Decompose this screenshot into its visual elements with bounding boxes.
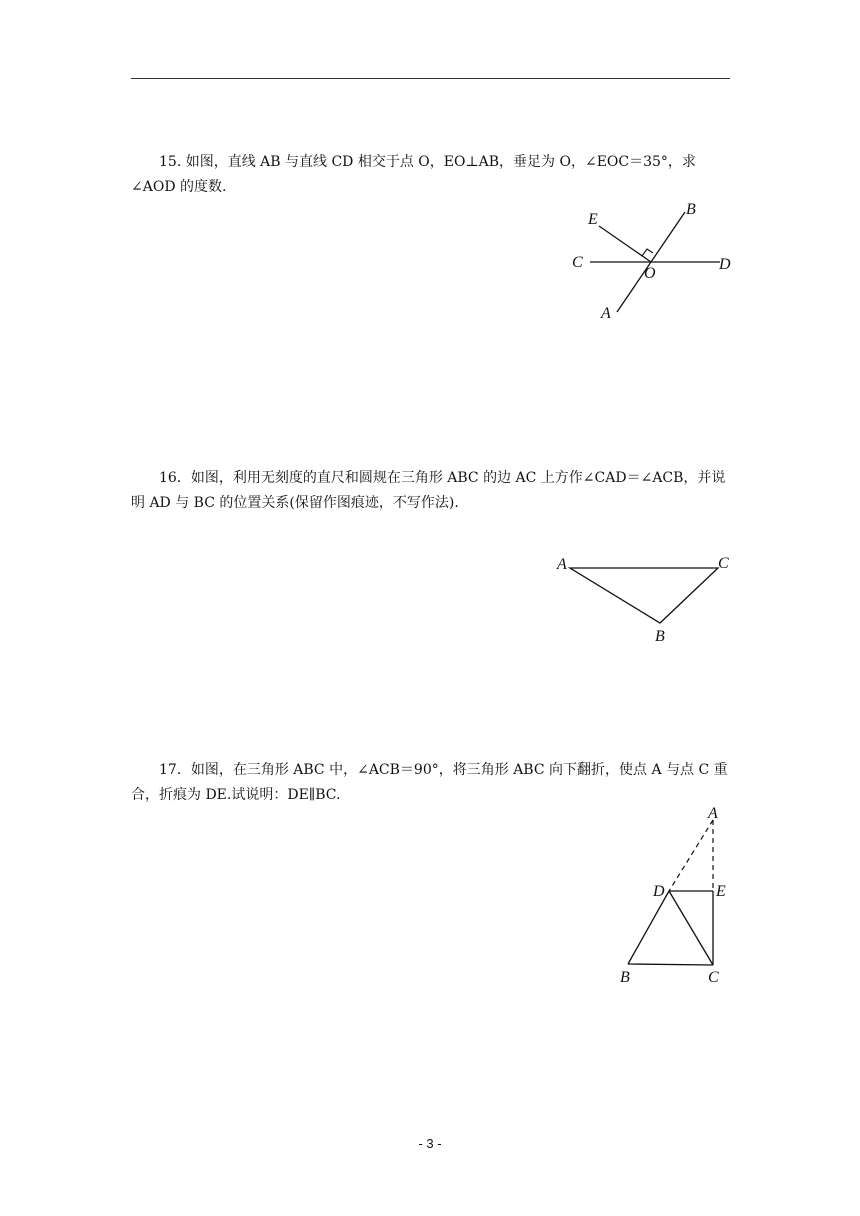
problem-17-statement: 17．如图，在三角形 ABC 中，∠ACB＝90°，将三角形 ABC 向下翻折，使点 A 与点 C 重合，折痕为 DE.试说明：DE∥BC. <box>131 762 728 803</box>
triangle-abc <box>570 568 718 623</box>
label-e: E <box>716 883 726 900</box>
label-o: O <box>644 265 656 282</box>
right-angle-mark <box>642 249 653 256</box>
problem-15-statement: 15. 如图，直线 AB 与直线 CD 相交于点 O，EO⊥AB，垂足为 O，∠EOC＝35°，求∠AOD 的度数. <box>131 154 696 195</box>
label-a: A <box>708 805 718 822</box>
segment-ad-dashed <box>669 820 713 891</box>
problem-16-figure <box>550 548 740 648</box>
header-rule <box>131 78 730 79</box>
ray-eo <box>599 226 651 262</box>
problem-15-text <box>131 150 731 200</box>
label-b: B <box>620 969 630 986</box>
segment-dc <box>669 891 713 965</box>
problem-16-statement: 16．如图，利用无刻度的直尺和圆规在三角形 ABC 的边 AC 上方作∠CAD＝∠ACB，并说明 AD 与 BC 的位置关系(保留作图痕迹，不写作法). <box>131 470 726 511</box>
label-c: C <box>572 254 583 271</box>
page-number: - 3 - <box>418 1136 442 1151</box>
problem-17-figure <box>615 798 745 988</box>
label-b: B <box>686 201 696 218</box>
problem-15-figure <box>560 195 740 325</box>
label-c: C <box>718 555 729 572</box>
label-a: A <box>601 305 611 322</box>
problem-16-text <box>131 466 731 516</box>
segment-db <box>628 891 669 964</box>
label-d: D <box>653 883 665 900</box>
label-d: D <box>719 256 731 273</box>
label-c: C <box>708 969 719 986</box>
label-b: B <box>655 628 665 645</box>
label-a: A <box>557 556 567 573</box>
label-e: E <box>588 211 598 228</box>
segment-bc <box>628 964 713 965</box>
